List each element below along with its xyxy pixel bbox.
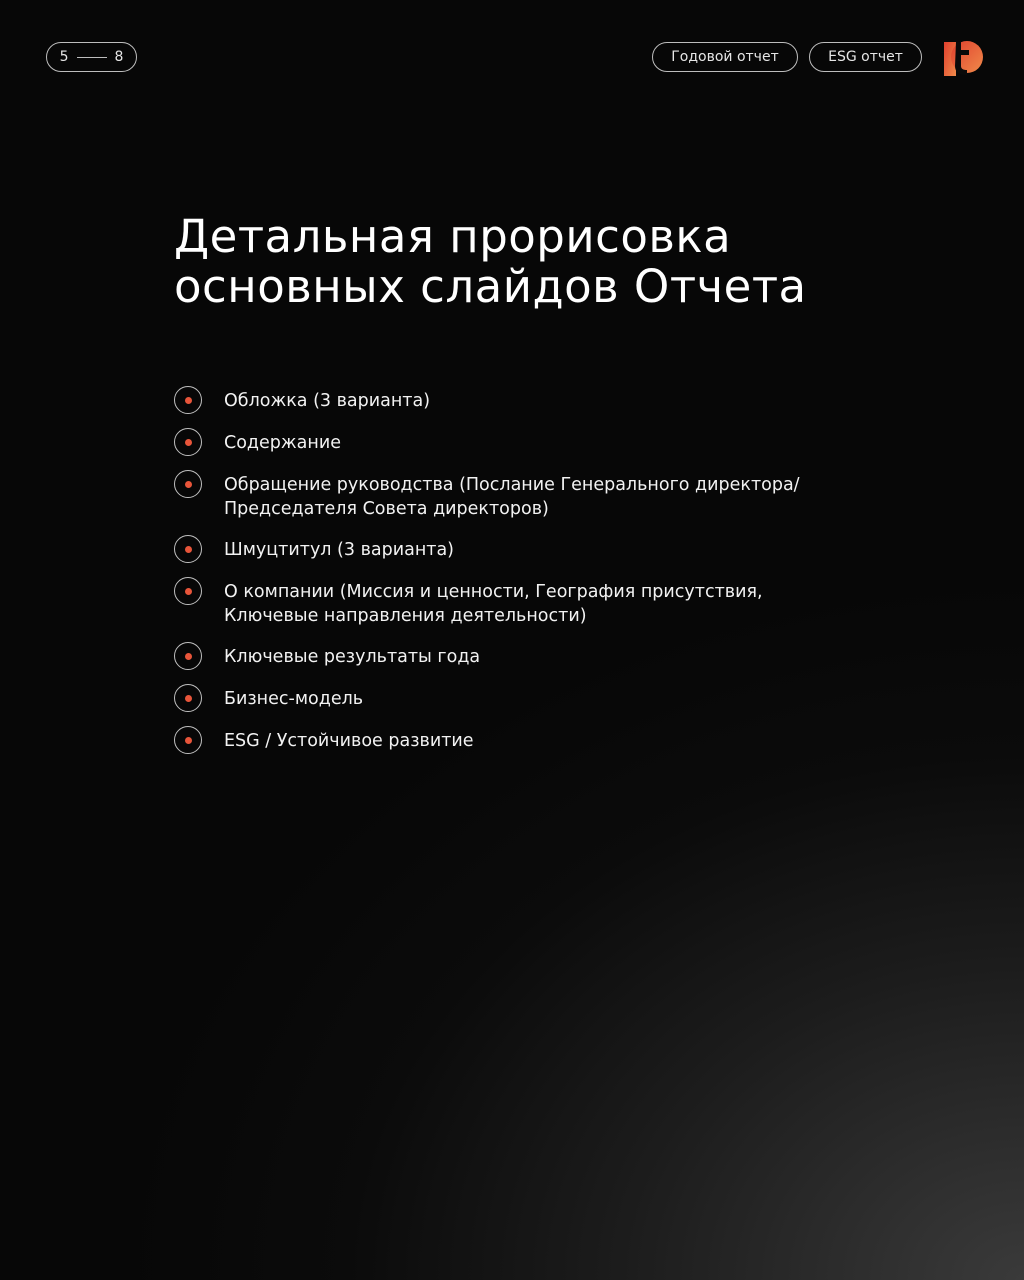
item-text: ESG / Устойчивое развитие [224, 731, 474, 751]
esg-report-button[interactable]: ESG отчет [809, 42, 922, 72]
bullet-icon [174, 577, 202, 605]
list-item [174, 726, 894, 754]
title-line-2: основных слайдов Отчета [174, 260, 807, 313]
bullet-icon [174, 726, 202, 754]
item-text-line: О компании (Миссия и ценности, География присутствия, [224, 582, 763, 602]
list-item [174, 535, 894, 563]
bullet-icon [174, 428, 202, 456]
item-text [224, 470, 800, 521]
list-item [174, 428, 894, 456]
bullet-icon [174, 470, 202, 498]
bullet-icon [174, 535, 202, 563]
item-text-line: Председателя Совета директоров) [224, 499, 549, 519]
title-line-1: Детальная прорисовка [174, 210, 732, 263]
bullet-icon [174, 386, 202, 414]
bullet-icon [174, 684, 202, 712]
item-text: Ключевые результаты года [224, 647, 481, 667]
slide-list [174, 386, 894, 768]
item-text-line: Обращение руководства (Послание Генерального директора/ [224, 475, 800, 495]
list-item [174, 577, 894, 628]
total-pages: 8 [114, 49, 124, 65]
annual-report-button[interactable]: Годовой отчет [652, 42, 798, 72]
item-text-line: Ключевые направления деятельности) [224, 606, 587, 626]
page-indicator [46, 42, 137, 72]
item-text: Содержание [224, 433, 341, 453]
list-item [174, 386, 894, 414]
item-text: Шмуцтитул (3 варианта) [224, 540, 455, 560]
list-item [174, 470, 894, 521]
page-title [174, 212, 807, 312]
brand-logo-icon [942, 38, 984, 78]
list-item [174, 642, 894, 670]
item-text: Бизнес-модель [224, 689, 364, 709]
item-text: Обложка (3 варианта) [224, 391, 431, 411]
item-text [224, 577, 763, 628]
bullet-icon [174, 642, 202, 670]
list-item [174, 684, 894, 712]
page-divider [77, 57, 107, 58]
current-page: 5 [59, 49, 69, 65]
